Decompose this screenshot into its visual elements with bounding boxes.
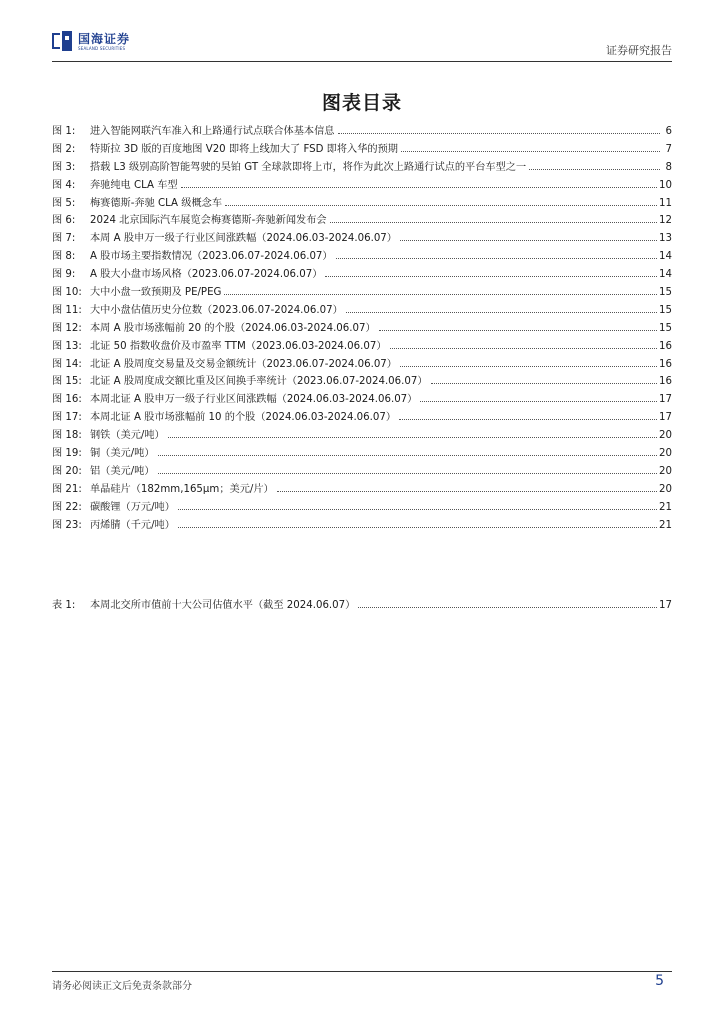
figure-page-number: 15 [659, 304, 672, 316]
figure-toc-entry[interactable] [52, 372, 672, 390]
figure-toc-entry[interactable] [52, 301, 672, 319]
figure-toc-entry[interactable] [52, 229, 672, 247]
figure-label: 图 12: [52, 322, 82, 334]
figure-toc-entry[interactable] [52, 408, 672, 426]
figure-title: 丙烯腈（千元/吨） [90, 519, 175, 531]
dot-leader [346, 312, 657, 313]
figure-toc-entry[interactable] [52, 390, 672, 408]
figure-page-number: 21 [659, 501, 672, 513]
figure-label: 图 8: [52, 251, 76, 263]
figure-page-number: 20 [659, 448, 672, 460]
figure-page-number: 17 [659, 394, 672, 406]
figure-title: 大中小盘一致预期及 PE/PEG [90, 287, 222, 299]
footer-disclaimer: 请务必阅读正文后免责条款部分 [52, 981, 192, 992]
figure-toc-entry[interactable] [52, 122, 672, 140]
figure-page-number: 21 [659, 519, 672, 531]
figure-page-number: 15 [659, 322, 672, 334]
dot-leader [401, 151, 660, 152]
figure-label: 图 6: [52, 215, 76, 227]
figure-title: 碳酸锂（万元/吨） [90, 501, 175, 513]
figure-page-number: 20 [659, 465, 672, 477]
figure-toc-entry[interactable] [52, 319, 672, 337]
figure-toc-entry[interactable] [52, 462, 672, 480]
figure-toc-entry[interactable] [52, 480, 672, 498]
figure-title: 北证 A 股周度交易量及交易金额统计（2023.06.07-2024.06.07） [90, 358, 397, 370]
dot-leader [390, 348, 658, 349]
dot-leader [400, 240, 657, 241]
logo-icon [52, 31, 74, 53]
figure-toc-entry[interactable] [52, 176, 672, 194]
company-logo [52, 31, 130, 53]
page-header [52, 28, 672, 62]
figure-title: 本周北证 A 股市场涨幅前 10 的个股（2024.06.03-2024.06.07） [90, 412, 397, 424]
dot-leader [325, 276, 657, 277]
figure-title: 单晶硅片（182mm,165μm；美元/片） [90, 483, 274, 495]
figure-page-number: 14 [659, 251, 672, 263]
figure-title: 铝（美元/吨） [90, 465, 155, 477]
figure-page-number: 14 [659, 269, 672, 281]
figure-title: 进入智能网联汽车准入和上路通行试点联合体基本信息 [90, 126, 335, 137]
figure-page-number: 7 [665, 143, 672, 155]
figure-title: 2024 北京国际汽车展览会梅赛德斯-奔驰新闻发布会 [90, 215, 327, 227]
dot-leader [336, 258, 657, 259]
figure-page-number: 16 [659, 376, 672, 388]
table-label: 表 1: [52, 600, 76, 611]
figure-toc-entry[interactable] [52, 194, 672, 212]
figure-toc-entry[interactable] [52, 355, 672, 373]
figure-label: 图 22: [52, 501, 82, 513]
page-number: 5 [655, 973, 664, 989]
dot-leader [330, 222, 657, 223]
figure-label: 图 20: [52, 465, 82, 477]
figure-label: 图 9: [52, 269, 76, 281]
figure-toc-entry[interactable] [52, 498, 672, 516]
figure-list [52, 122, 672, 533]
figure-title: 北证 A 股周度成交额比重及区间换手率统计（2023.06.07-2024.06.07） [90, 376, 428, 388]
header-divider [52, 61, 672, 62]
figure-title: 本周北证 A 股申万一级子行业区间涨跌幅（2024.06.03-2024.06.07） [90, 394, 418, 406]
figure-label: 图 2: [52, 143, 76, 155]
figure-label: 图 5: [52, 197, 76, 209]
table-toc-entry[interactable] [52, 596, 672, 614]
dot-leader [158, 473, 657, 474]
figure-title: 钢铁（美元/吨） [90, 430, 165, 442]
figure-label: 图 15: [52, 376, 82, 388]
figure-page-number: 13 [659, 233, 672, 245]
logo-english-name: SEALAND SECURITIES [78, 46, 126, 51]
figure-title: 本周 A 股申万一级子行业区间涨跌幅（2024.06.03-2024.06.07） [90, 233, 397, 245]
figure-label: 图 4: [52, 179, 76, 191]
dot-leader [379, 330, 657, 331]
dot-leader [420, 401, 657, 402]
figure-title: 特斯拉 3D 版的百度地图 V20 即将上线加大了 FSD 即将入华的预期 [90, 143, 398, 155]
table-list [52, 596, 672, 614]
figure-label: 图 21: [52, 483, 82, 495]
dot-leader [431, 383, 658, 384]
dot-leader [358, 607, 657, 608]
figure-title: 北证 50 指数收盘价及市盈率 TTM（2023.06.03-2024.06.07） [90, 340, 387, 352]
figure-label: 图 11: [52, 304, 82, 316]
dot-leader [181, 187, 657, 188]
table-title: 本周北交所市值前十大公司估值水平（截至 2024.06.07） [90, 600, 356, 611]
figure-toc-entry[interactable] [52, 140, 672, 158]
figure-toc-entry[interactable] [52, 444, 672, 462]
figure-page-number: 11 [659, 197, 672, 209]
figure-label: 图 19: [52, 448, 82, 460]
footer-divider [52, 971, 672, 972]
figure-label: 图 23: [52, 519, 82, 531]
dot-leader [178, 509, 657, 510]
figure-page-number: 6 [665, 126, 672, 137]
figure-toc-entry[interactable] [52, 158, 672, 176]
figure-label: 图 7: [52, 233, 76, 245]
figure-title: A 股大小盘市场风格（2023.06.07-2024.06.07） [90, 269, 323, 281]
dot-leader [277, 491, 657, 492]
page-title: 图表目录 [321, 92, 402, 114]
figure-toc-entry[interactable] [52, 265, 672, 283]
dot-leader [399, 419, 657, 420]
figure-title: 梅赛德斯-奔驰 CLA 级概念车 [90, 197, 223, 209]
figure-label: 图 17: [52, 412, 82, 424]
figure-label: 图 10: [52, 287, 82, 299]
logo-chinese-name: 国海证券 [78, 32, 131, 46]
figure-title: 大中小盘估值历史分位数（2023.06.07-2024.06.07） [90, 304, 343, 316]
figure-page-number: 17 [659, 412, 672, 424]
dot-leader [158, 455, 657, 456]
figure-title: 铜（美元/吨） [90, 448, 155, 460]
figure-label: 图 18: [52, 430, 82, 442]
figure-label: 图 1: [52, 126, 76, 137]
figure-toc-entry[interactable] [52, 283, 672, 301]
figure-label: 图 13: [52, 340, 82, 352]
figure-label: 图 16: [52, 394, 82, 406]
figure-page-number: 16 [659, 358, 672, 370]
figure-title: 本周 A 股市场涨幅前 20 的个股（2024.06.03-2024.06.07） [90, 322, 376, 334]
figure-title: 搭载 L3 级别高阶智能驾驶的昊铂 GT 全球款即将上市，将作为此次上路通行试点的平台车型之一 [90, 161, 527, 173]
report-type: 证券研究报告 [606, 44, 672, 57]
dot-leader [224, 294, 657, 295]
figure-toc-entry[interactable] [52, 211, 672, 229]
figure-label: 图 3: [52, 161, 76, 173]
dot-leader [178, 527, 657, 528]
dot-leader [338, 133, 661, 134]
figure-toc-entry[interactable] [52, 426, 672, 444]
figure-toc-entry[interactable] [52, 516, 672, 534]
table-page-number: 17 [659, 600, 672, 611]
figure-page-number: 16 [659, 340, 672, 352]
figure-toc-entry[interactable] [52, 247, 672, 265]
figure-page-number: 20 [659, 483, 672, 495]
figure-page-number: 12 [659, 215, 672, 227]
dot-leader [225, 205, 657, 206]
dot-leader [529, 169, 660, 170]
figure-page-number: 10 [659, 179, 672, 191]
figure-label: 图 14: [52, 358, 82, 370]
figure-page-number: 8 [665, 161, 672, 173]
figure-page-number: 20 [659, 430, 672, 442]
dot-leader [400, 366, 657, 367]
figure-toc-entry[interactable] [52, 337, 672, 355]
dot-leader [168, 437, 657, 438]
figure-page-number: 15 [659, 287, 672, 299]
figure-title: 奔驰纯电 CLA 车型 [90, 179, 178, 191]
figure-title: A 股市场主要指数情况（2023.06.07-2024.06.07） [90, 251, 333, 263]
